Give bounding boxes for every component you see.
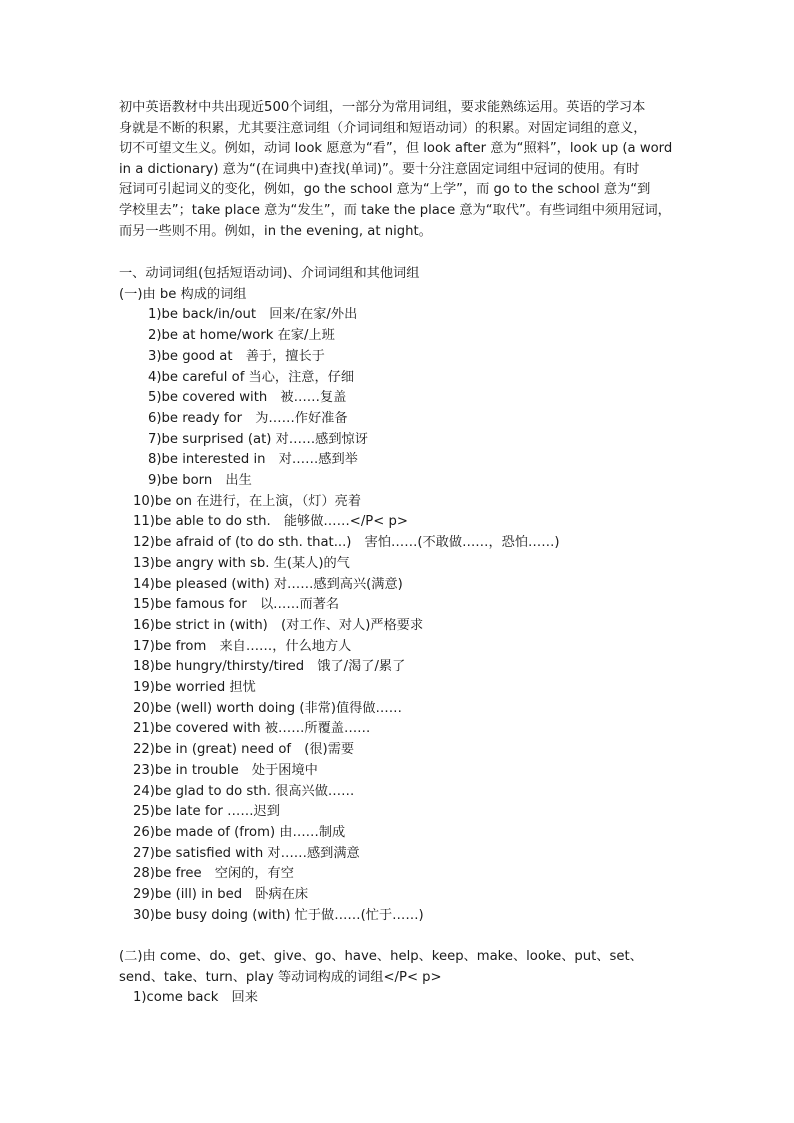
list-item: 2)be at home/work 在家/上班	[148, 328, 335, 344]
list-item: 16)be strict in (with) (对工作、对人)严格要求	[133, 617, 424, 633]
section-heading: 一、动词词组(包括短语动词)、介词词组和其他词组	[119, 266, 420, 281]
list-item: 26)be made of (from) 由……制成	[133, 824, 346, 840]
intro-line: 冠词可引起词义的变化，例如，go the school 意为“上学”，而 go to the school 意为“到	[119, 182, 651, 198]
list-item: 13)be angry with sb. 生(某人)的气	[133, 555, 350, 571]
intro-line: 初中英语教材中共出现近500个词组，一部分为常用词组，要求能熟练运用。英语的学习本	[119, 100, 646, 115]
list-item: 15)be famous for 以……而著名	[133, 597, 340, 613]
list-item: 24)be glad to do sth. 很高兴做……	[133, 783, 355, 799]
list-item: 4)be careful of 当心，注意，仔细	[148, 369, 355, 385]
list-item: 21)be covered with 被……所覆盖……	[133, 721, 371, 737]
intro-line: 切不可望文生义。例如，动词 look 愿意为“看”，但 look after 意为“照料”，look up (a word	[119, 141, 673, 157]
list-item: 11)be able to do sth. 能够做……</P< p>	[133, 514, 408, 530]
list-item: 1)come back 回来	[133, 990, 258, 1006]
list-item: 23)be in trouble 处于困境中	[133, 762, 318, 778]
list-item: 3)be good at 善于，擅长于	[148, 348, 325, 364]
list-item: 5)be covered with 被……复盖	[148, 390, 347, 406]
intro-line: 身就是不断的积累，尤其要注意词组（介词词组和短语动词）的积累。对固定词组的意义，	[119, 120, 647, 136]
intro-line: 学校里去”；take place 意为“发生”，而 take the place 意为“取代”。有些词组中须用冠词，	[119, 202, 671, 218]
intro-line: 而另一些则不用。例如，in the evening, at night。	[119, 223, 432, 239]
list-item: 29)be (ill) in bed 卧病在床	[133, 887, 309, 902]
list-item: 17)be from 来自……，什么地方人	[133, 638, 352, 654]
list-item: 25)be late for ……迟到	[133, 804, 280, 820]
list-item: 19)be worried 担忧	[133, 680, 256, 695]
list-item: 9)be born 出生	[148, 473, 252, 488]
subsection-heading: (二)由 come、do、get、give、go、have、help、keep、make、looke、put、set、	[119, 949, 643, 964]
list-item: 18)be hungry/thirsty/tired 饿了/渴了/累了	[133, 659, 406, 675]
list-item: 7)be surprised (at) 对……感到惊讶	[148, 431, 368, 447]
list-item: 8)be interested in 对……感到举	[148, 452, 358, 468]
subsection-heading-continued: send、take、turn、play 等动词构成的词组</P< p>	[119, 969, 442, 985]
list-item: 28)be free 空闲的，有空	[133, 866, 294, 882]
list-item: 6)be ready for 为……作好准备	[148, 410, 348, 426]
list-item: 27)be satisfied with 对……感到满意	[133, 845, 360, 861]
list-item: 20)be (well) worth doing (非常)值得做……	[133, 700, 402, 716]
intro-line: in a dictionary) 意为“(在词典中)查找(单词)”。要十分注意固定词组中冠词的使用。有时	[119, 161, 640, 177]
list-item: 30)be busy doing (with) 忙于做……(忙于……)	[133, 907, 424, 923]
intro-paragraph	[119, 98, 679, 242]
list-item: 1)be back/in/out 回来/在家/外出	[148, 307, 358, 323]
subsection-heading: (一)由 be 构成的词组	[119, 286, 247, 302]
list-item: 12)be afraid of (to do sth. that...) 害怕……(不敢做……，恐怕……)	[133, 535, 560, 551]
list-item: 22)be in (great) need of (很)需要	[133, 742, 355, 758]
list-item: 14)be pleased (with) 对……感到高兴(满意)	[133, 576, 403, 592]
list-item: 10)be on 在进行，在上演，（灯）亮着	[133, 493, 362, 509]
